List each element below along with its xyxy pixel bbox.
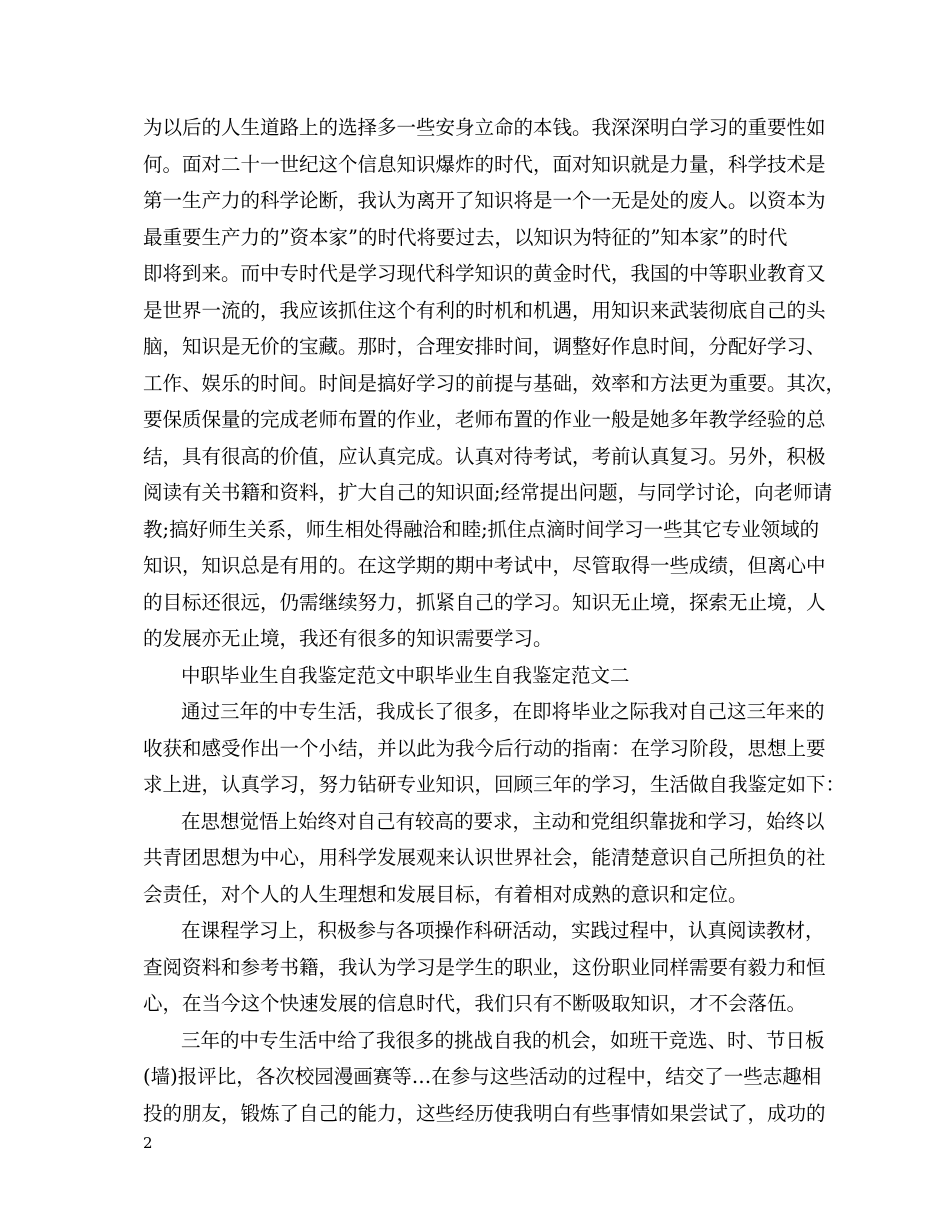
text-line: 为以后的人生道路上的选择多一些安身立命的本钱。我深深明白学习的重要性如 [143,116,826,139]
text-line: 工作、娱乐的时间。时间是搞好学习的前提与基础，效率和方法更为重要。其次， [143,371,846,395]
text-line: 的发展亦无止境，我还有很多的知识需要学习。 [143,627,553,650]
text-line: 求上进，认真学习，努力钻研专业知识，回顾三年的学习，生活做自我鉴定如下： [143,773,846,796]
text-line: 阅读有关书籍和资料，扩大自己的知识面;经常提出问题，与同学讨论，向老师请 [143,481,833,504]
text-line: 查阅资料和参考书籍，我认为学习是学生的职业，这份职业同样需要有毅力和恒 [143,955,826,979]
text-line: 的目标还很远，仍需继续努力，抓紧自己的学习。知识无止境，探索无止境，人 [143,590,826,614]
text-line: (墙)报评比，各次校园漫画赛等…在参与这些活动的过程中，结交了一些志趣相 [143,1065,822,1088]
text-line: 在思想觉悟上始终对自己有较高的要求，主动和党组织靠拢和学习，始终以 [181,809,825,833]
text-line: 会责任，对个人的人生理想和发展目标，有着相对成熟的意识和定位。 [143,882,748,906]
page-number: 2 [143,1134,153,1152]
text-line: 要保质保量的完成老师布置的作业，老师布置的作业一般是她多年教学经验的总 [143,408,826,431]
text-line: 通过三年的中专生活，我成长了很多，在即将毕业之际我对自己这三年来的 [181,700,825,723]
text-line: 收获和感受作出一个小结，并以此为我今后行动的指南：在学习阶段，思想上要 [143,736,826,760]
text-line: 即将到来。而中专时代是学习现代科学知识的黄金时代，我国的中等职业教育又 [143,262,826,285]
body-text [143,110,846,1132]
text-line: 最重要生产力的”资本家”的时代将要过去，以知识为特征的”知本家”的时代 [143,225,788,249]
text-line: 脑，知识是无价的宝藏。那时，合理安排时间，调整好作息时间，分配好学习、 [143,335,826,358]
text-line: 知识，知识总是有用的。在这学期的期中考试中，尽管取得一些成绩，但离心中 [143,554,826,577]
text-line: 在课程学习上，积极参与各项操作科研活动，实践过程中，认真阅读教材， [181,919,825,942]
text-line: 中职毕业生自我鉴定范文中职毕业生自我鉴定范文二 [181,663,630,687]
text-line: 三年的中专生活中给了我很多的挑战自我的机会，如班干竞选、时、节日板 [181,1028,825,1052]
text-line: 何。面对二十一世纪这个信息知识爆炸的时代，面对知识就是力量，科学技术是 [143,152,826,176]
text-line: 心，在当今这个快速发展的信息时代，我们只有不断吸取知识，才不会落伍。 [143,992,807,1015]
text-line: 投的朋友，锻炼了自己的能力，这些经历使我明白有些事情如果尝试了，成功的 [143,1101,826,1125]
text-line: 共青团思想为中心，用科学发展观来认识世界社会，能清楚意识自己所担负的社 [143,846,826,869]
text-line: 第一生产力的科学论断，我认为离开了知识将是一个一无是处的废人。以资本为 [143,189,826,212]
text-line: 是世界一流的，我应该抓住这个有利的时机和机遇，用知识来武装彻底自己的头 [143,298,826,322]
text-line: 结，具有很高的价值，应认真完成。认真对待考试，考前认真复习。另外，积极 [143,444,826,468]
text-line: 教;搞好师生关系，师生相处得融洽和睦;抓住点滴时间学习一些其它专业领域的 [143,517,820,541]
